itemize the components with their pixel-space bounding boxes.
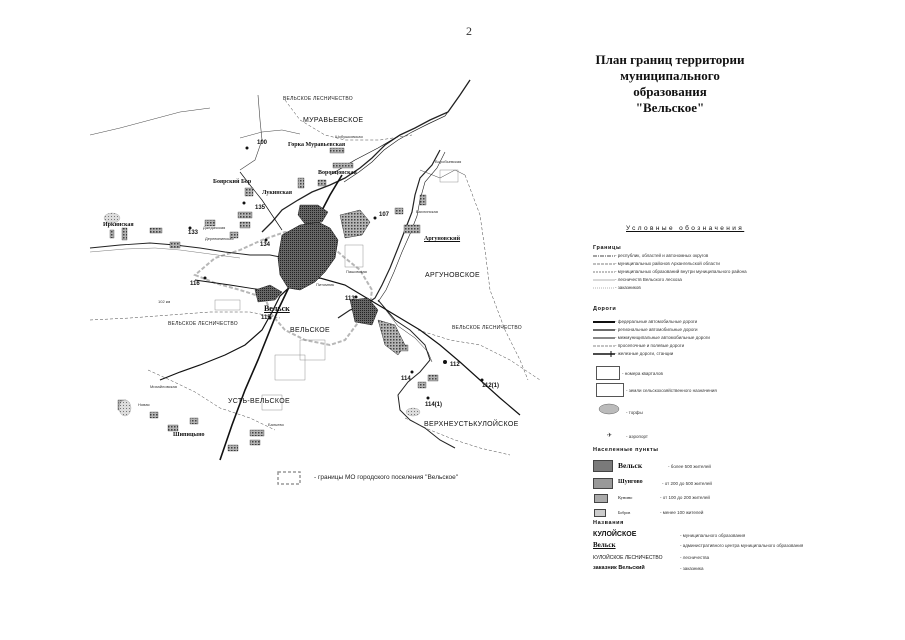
settlement-swatch-tiny	[594, 509, 606, 517]
region-velskoe: ВЕЛЬСКОЕ	[290, 327, 330, 334]
road-symbol	[593, 342, 615, 350]
boundary-legend-text: - границы МО городского поселения "Вельское"	[314, 474, 459, 481]
legend-text: - муниципального образования	[680, 533, 746, 538]
region-ust-velskoe: УСТЬ-ВЕЛЬСКОЕ	[228, 398, 290, 405]
legend-section-names: Названия	[593, 520, 624, 526]
legend-text: - торфы	[626, 410, 643, 415]
velsk-town	[278, 222, 338, 290]
legend-text: - аэропорт	[626, 434, 648, 439]
settlement-pashovskaya: Пашовская	[346, 269, 367, 274]
airport-icon: ✈	[607, 433, 613, 439]
legend-section-roads: Дороги	[593, 306, 617, 312]
legend-road-row	[590, 318, 890, 326]
legend-text: - муниципальных районов Архангельской области	[615, 261, 720, 266]
settlement-velsk: Вельск	[264, 304, 290, 313]
peat-symbol	[598, 402, 620, 416]
legend-settlement-name: Кунино	[618, 495, 633, 500]
legend-border-row	[590, 260, 890, 268]
river-main	[262, 80, 470, 232]
forestry-label-right: ВЕЛЬСКОЕ ЛЕСНИЧЕСТВО	[452, 325, 522, 331]
settlement-swatch-small	[594, 494, 608, 503]
legend-text: - от 100 до 200 жителей	[660, 495, 710, 500]
title-line-3: "Вельское"	[635, 100, 705, 115]
agricultural-symbol	[596, 383, 624, 397]
forestry-label-top: ВЕЛЬСКОЕ ЛЕСНИЧЕСТВО	[283, 96, 353, 102]
district-boundary-west	[90, 108, 210, 135]
legend-section-borders: Границы	[593, 245, 622, 251]
settlement-irkhinskaya: Иркинская	[103, 222, 134, 228]
border-symbol	[593, 284, 615, 292]
legend-text: - заказника	[680, 566, 704, 571]
border-symbol	[593, 268, 615, 276]
legend-name-example: КУЛОЙСКОЕ	[593, 531, 637, 538]
legend-text: - железные дороги, станции	[615, 351, 674, 356]
legend-text: - межмуниципальные автомобильные дороги	[615, 335, 710, 340]
road-symbol	[593, 318, 615, 326]
legend-text: - проселочные и полевые дороги	[615, 343, 685, 348]
km-marker: 102 км	[158, 299, 171, 304]
legend-title: Условные обозначения	[626, 225, 745, 232]
legend-text: - более 500 жителей	[668, 464, 711, 469]
legend-name-example: КУЛОЙСКОЕ ЛЕСНИЧЕСТВО	[593, 555, 663, 561]
settlement-mikhaylovskaya: Михайловская	[150, 384, 177, 389]
quarter-number: 114(1)	[425, 402, 443, 408]
quarter-number: 134	[260, 242, 271, 248]
legend-border-row	[590, 252, 890, 260]
region-argunovskoe: АРГУНОВСКОЕ	[425, 272, 480, 279]
legend-text: - республик, областей и автономных округов	[615, 253, 709, 258]
legend-text: - лесничества	[680, 555, 710, 560]
quarter-number: 114	[401, 376, 411, 382]
title-line-1: План границ территории	[595, 52, 745, 67]
settlement-shobushkovskaya: Шобушковская	[335, 134, 363, 139]
legend-text: - лесничеств Вельского лесхоза	[615, 277, 682, 282]
legend-settlement-name: Шунгово	[618, 479, 643, 485]
settlement-dzhedachskaya: Джедачская	[203, 225, 226, 230]
legend-text: - от 200 до 500 жителей	[662, 481, 712, 486]
quarter-number: 100	[257, 140, 268, 146]
settlement-swatch-large	[593, 460, 613, 472]
settlement-novaya: Новая	[138, 402, 150, 407]
legend-settlement-name: Бобров	[618, 510, 631, 515]
border-symbol	[593, 252, 615, 260]
title-line-2: муниципального образования	[620, 68, 720, 99]
legend-road-row	[590, 342, 890, 350]
legend-text: - региональные автомобильные дороги	[615, 327, 698, 332]
quarter-number: 135	[255, 205, 266, 211]
quarter-number: 112(1)	[482, 383, 500, 389]
quarter-number: 116	[190, 281, 200, 287]
quarter-number: 133	[188, 230, 199, 236]
settlement-balyevo: Бальево	[268, 422, 284, 427]
region-verkhneustkuloyskoe: ВЕРХНЕУСТЬКУЛОЙСКОЕ	[424, 421, 519, 428]
legend-road-row	[590, 350, 890, 358]
legend-text: - заказников	[615, 285, 641, 290]
settlement-vorontsovskaya: Воронцовская	[318, 170, 357, 176]
legend-text: - федеральные автомобильные дороги	[615, 319, 698, 324]
settlement-vakhlinskaya: Вахлинская	[416, 209, 438, 214]
legend-text: - менее 100 жителей	[660, 510, 704, 515]
legend-name-example: Вельск	[593, 541, 616, 549]
legend-text: - номера кварталов	[622, 371, 663, 376]
boundary-sample	[278, 472, 300, 484]
legend-text: - земли сельскохозяйственного назначения	[626, 388, 717, 393]
legend-road-row	[590, 326, 890, 334]
region-muravyevskoe: МУРАВЬЕВСКОЕ	[303, 117, 364, 124]
quarter-number-symbol	[596, 366, 620, 380]
legend-text: - административного центра муниципального образования	[680, 543, 804, 548]
road-symbol	[593, 334, 615, 342]
river-vel	[90, 243, 285, 258]
settlement-lukinskaya: Лукинская	[262, 190, 292, 196]
legend-section-settlements: Населенные пункты	[593, 447, 659, 453]
settlement-derevyaninskaya: Деревянинская	[205, 236, 234, 241]
settlement-swatch-medium	[593, 478, 613, 489]
railway-symbol	[593, 350, 615, 358]
quarter-number: 112	[450, 362, 460, 368]
forestry-label-left: ВЕЛЬСКОЕ ЛЕСНИЧЕСТВО	[168, 321, 238, 327]
quarter-number: 115	[261, 315, 271, 321]
border-symbol	[593, 260, 615, 268]
legend-settlement-name: Вельск	[618, 461, 643, 470]
legend-border-row	[590, 268, 890, 276]
legend-text: - муниципальных образований внутри муниципального района	[615, 269, 747, 274]
legend-road-row	[590, 334, 890, 342]
quarter-number: 107	[379, 212, 390, 218]
road-symbol	[593, 326, 615, 334]
settlement-boyarkina-gora: Боярский Бор	[213, 179, 252, 185]
page-number: 2	[466, 24, 472, 38]
settlement-shipitsino: Шипицыно	[173, 432, 205, 438]
legend-name-example: заказник Вельский	[593, 565, 645, 571]
federal-road	[160, 278, 520, 415]
settlement-vorobevskaya: Воробьевская	[435, 159, 462, 164]
settlement-pitomnik: Питомник	[316, 282, 335, 287]
settlement-gorka-muravevskaya: Горка Муравьевская	[288, 142, 346, 148]
border-symbol	[593, 276, 615, 284]
legend-border-row	[590, 284, 890, 292]
quarter-number: 113	[345, 296, 355, 302]
settlement-argunovskiy: Аргуновский	[424, 236, 461, 242]
legend-border-row	[590, 276, 890, 284]
